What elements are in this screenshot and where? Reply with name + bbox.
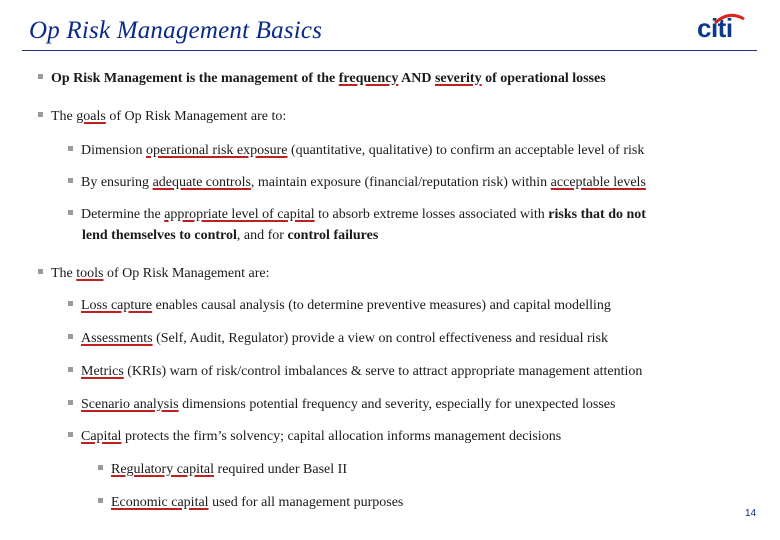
intro-bullet: Op Risk Management is the management of the frequency AND severity of operational losses (38, 70, 606, 88)
goal-item: Dimension operational risk exposure (quantitative, qualitative) to confirm an acceptable level of risk (68, 142, 644, 160)
goal-item: Determine the appropriate level of capital to absorb extreme losses associated with risks that do not (68, 206, 646, 224)
page-number: 14 (745, 508, 757, 519)
tools-heading: The tools of Op Risk Management are: (38, 265, 270, 283)
bullet-icon (68, 432, 73, 437)
capital-subitem: Economic capital used for all management purposes (98, 494, 403, 512)
title-divider (22, 50, 757, 51)
frequency-term: frequency (338, 71, 399, 86)
goal-item: By ensuring adequate controls, maintain exposure (financial/reputation risk) within acceptable levels (68, 174, 646, 192)
bullet-icon (68, 334, 73, 339)
goals-term: goals (76, 109, 106, 124)
bullet-icon (68, 301, 73, 306)
goals-heading: The goals of Op Risk Management are to: (38, 108, 286, 126)
page-title: Op Risk Management Basics (29, 17, 323, 44)
tool-item: Assessments (Self, Audit, Regulator) provide a view on control effectiveness and residual risk (68, 330, 608, 348)
bullet-icon (68, 146, 73, 151)
bullet-icon (68, 210, 73, 215)
citi-logo-text: citi (697, 13, 733, 43)
bullet-icon (68, 367, 73, 372)
bullet-icon (38, 269, 43, 274)
bullet-icon (68, 400, 73, 405)
tool-item: Metrics (KRIs) warn of risk/control imbalances & serve to attract appropriate management attention (68, 363, 642, 381)
citi-logo (697, 10, 747, 42)
severity-term: severity (434, 71, 482, 86)
tools-term: tools (76, 266, 104, 281)
bullet-icon (98, 465, 103, 470)
bullet-icon (38, 74, 43, 79)
tool-item: Scenario analysis dimensions potential frequency and severity, especially for unexpected losses (68, 396, 615, 414)
bullet-icon (38, 112, 43, 117)
bullet-icon (98, 498, 103, 503)
tool-item: Loss capture enables causal analysis (to determine preventive measures) and capital modelling (68, 297, 611, 315)
goal-item-continuation: lend themselves to control, and for control failures (82, 228, 379, 243)
bullet-icon (68, 178, 73, 183)
capital-subitem: Regulatory capital required under Basel II (98, 461, 347, 479)
tool-item: Capital protects the firm’s solvency; capital allocation informs management decisions (68, 428, 561, 446)
